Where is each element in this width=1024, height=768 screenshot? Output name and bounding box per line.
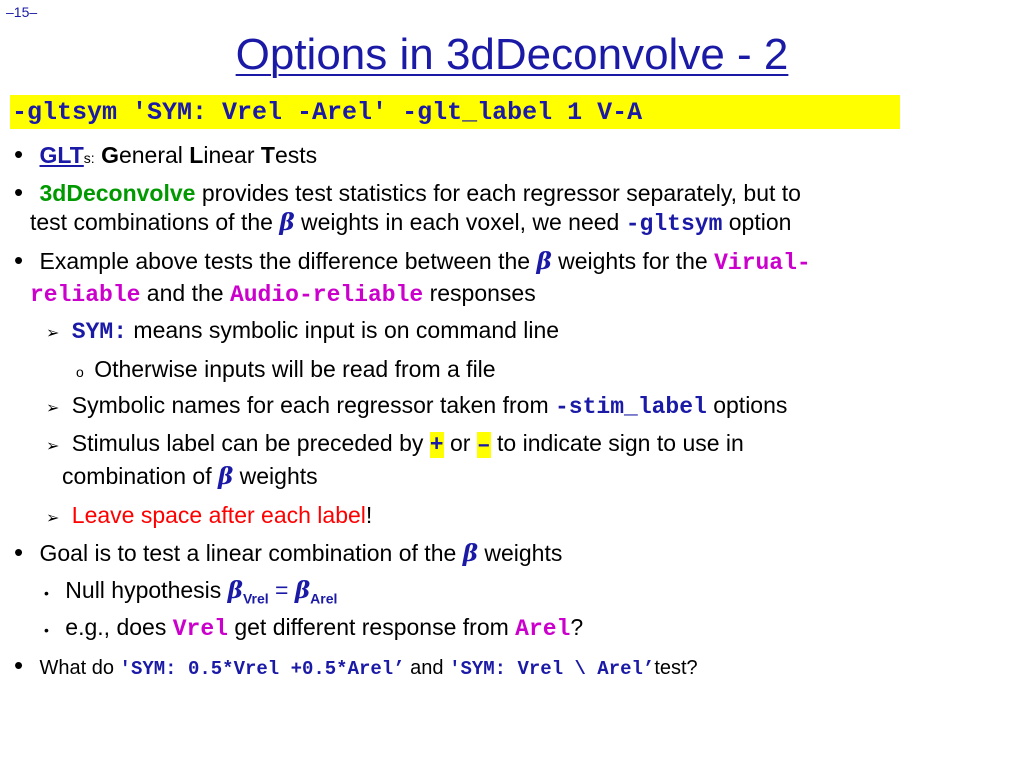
code-audio-reliable: Audio-reliable [229, 282, 424, 308]
subsub-file [76, 355, 496, 386]
code-sym-half: 'SYM: 0.5*Vrel +0.5*Arel’ [119, 658, 405, 680]
sub-stimulus-sign-cont [62, 462, 318, 491]
sub-stimulus-sign [46, 429, 744, 461]
beta-symbol: β [462, 540, 478, 567]
gltsym-option: -gltsym [625, 211, 723, 237]
text: and [404, 657, 450, 679]
dot-example [44, 613, 583, 644]
g-letter: G [101, 142, 119, 168]
code-arel: Arel [515, 616, 571, 642]
text: weights [233, 463, 318, 489]
dot-icon: • [44, 622, 49, 638]
beta-symbol: β [279, 209, 295, 236]
text: What do [39, 657, 120, 679]
text: to indicate sign to use in [490, 430, 744, 456]
code-sym-backslash: 'SYM: Vrel \ Arel’ [449, 658, 655, 680]
code-reliable: reliable [30, 282, 141, 308]
equals: = [268, 577, 295, 603]
glt-link[interactable]: GLT [39, 142, 84, 168]
code-stim-label: -stim_label [555, 394, 707, 420]
l-letter: L [189, 142, 204, 168]
text: weights [477, 540, 563, 566]
text: weights in each voxel, we need [294, 209, 626, 235]
bullet-3ddeconvolve [14, 178, 801, 207]
text: responses [423, 280, 536, 306]
text: get different response from [227, 614, 516, 640]
subscript-arel: Arel [310, 590, 338, 607]
bullet-what-do [14, 651, 698, 683]
arrow-icon: ➢ [46, 510, 60, 527]
glt-s: s: [83, 150, 95, 166]
bullet-3ddeconvolve-cont [30, 208, 791, 238]
text: or [443, 430, 477, 456]
page-number: –15– [6, 4, 38, 20]
command-line: -gltsym 'SYM: Vrel -Arel' -glt_label 1 V-A [12, 98, 643, 127]
code-sym: SYM: [71, 319, 128, 345]
question-mark: ? [570, 614, 584, 640]
bullet-icon: • [14, 177, 24, 207]
arrow-icon: ➢ [46, 438, 60, 455]
warning-text: Leave space after each label [71, 502, 366, 528]
text: Stimulus label can be preceded by [71, 430, 430, 456]
bullet-example-cont [30, 279, 536, 309]
slide-title: Options in 3dDeconvolve - 2 [235, 30, 789, 79]
text: option [722, 209, 792, 235]
bullet-glts [14, 140, 317, 172]
text: options [706, 392, 788, 418]
text: test combinations of the [30, 209, 280, 235]
text: Symbolic names for each regressor taken from [71, 392, 555, 418]
bullet-example [14, 246, 811, 277]
dot-icon: • [44, 585, 49, 601]
bullet-goal [14, 538, 562, 568]
inear: inear [203, 142, 261, 168]
beta-symbol: β [294, 577, 311, 604]
program-name: 3dDeconvolve [39, 180, 196, 206]
text: Example above tests the difference between the [39, 248, 537, 274]
text: weights for the [551, 248, 715, 274]
sub-sym [46, 316, 559, 348]
sub-symbolic-names [46, 391, 787, 423]
beta-symbol: β [536, 248, 552, 275]
dot-null-hypothesis [44, 576, 337, 613]
text: Null hypothesis [65, 577, 228, 603]
bullet-icon: • [14, 245, 24, 275]
text: provides test statistics for each regressor separately, but to [195, 180, 801, 206]
minus-sign: – [476, 432, 491, 458]
sub-leave-space [46, 501, 372, 533]
exclamation: ! [365, 502, 373, 528]
bullet-icon: • [14, 139, 24, 169]
plus-sign: + [429, 432, 444, 458]
text: means symbolic input is on command line [127, 317, 560, 343]
t-letter: T [260, 142, 275, 168]
text: Otherwise inputs will be read from a file [94, 356, 496, 382]
bullet-icon: • [14, 650, 24, 680]
text: and the [140, 280, 230, 306]
text: e.g., does [65, 614, 173, 640]
text: Goal is to test a linear combination of the [39, 540, 463, 566]
eneral: eneral [118, 142, 190, 168]
ests: ests [274, 142, 318, 168]
beta-symbol: β [227, 577, 243, 604]
arrow-icon: ➢ [46, 325, 60, 342]
beta-symbol: β [217, 463, 234, 490]
subscript-vrel: Vrel [242, 590, 269, 607]
code-vrel: Vrel [172, 616, 228, 642]
code-virual: Virual- [714, 250, 811, 276]
bullet-icon: • [14, 537, 24, 567]
arrow-icon: ➢ [46, 400, 60, 417]
text: combination of [62, 463, 218, 489]
circle-marker: o [76, 364, 84, 380]
text: test? [654, 657, 698, 679]
